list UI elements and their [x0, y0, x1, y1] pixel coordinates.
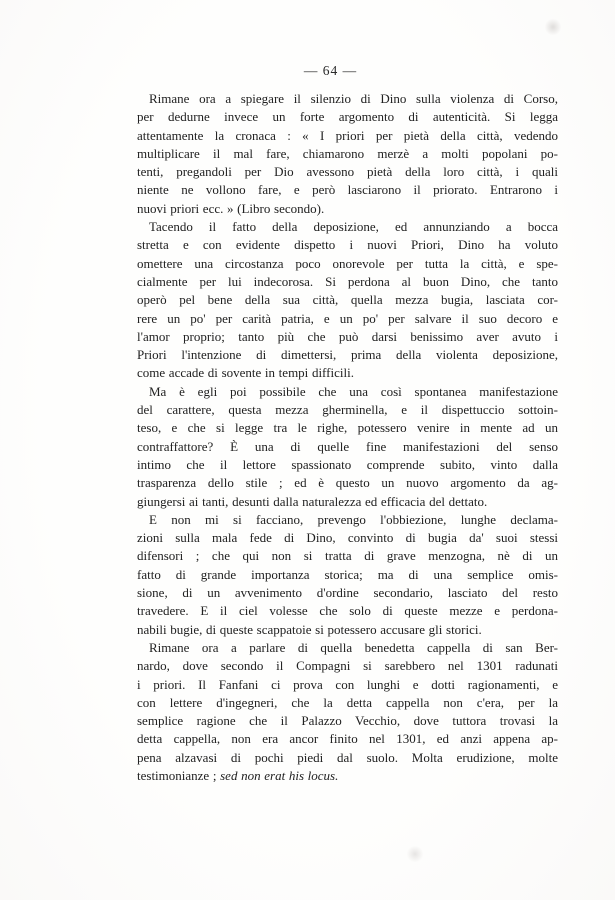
text-line: multiplicare il mal fare, chiamarono merzè a molti popolani po- [137, 145, 558, 161]
text-line: rere un po' per carità patria, e un po' per salvare il suo decoro e [137, 310, 558, 326]
text-line: teso, e che si legge tra le righe, potessero venire in mente ad un [137, 420, 558, 436]
paragraph [137, 511, 558, 639]
text-line: fatto di grande importanza storica; ma di una semplice omis- [137, 566, 558, 582]
text-line: nardo, dove secondo il Compagni si sarebbero nel 1301 radunati [137, 658, 558, 674]
text-line: operò pel bene della sua città, quella mezza bugia, lasciata cor- [137, 292, 558, 308]
text-line: stretta e con evidente dispetto i nuovi Priori, Dino ha voluto [137, 237, 558, 253]
text-line: come accade di sovente in tempi difficili. [137, 365, 354, 381]
paragraph [137, 383, 558, 511]
text-segment: testimonianze ; [137, 767, 221, 783]
text-line: tenti, pregandoli per Dio avessono pietà della loro città, i quali [137, 164, 558, 180]
scan-smudge-top [545, 18, 561, 36]
text-line: niente ne vollono fare, e però lasciarono il priorato. Entrarono i [137, 182, 558, 198]
text-line: cialmente per lui indecorosa. Si perdona al buon Dino, che tanto [137, 273, 558, 289]
text-line: Ma è egli poi possibile che una così spontanea manifestazione [149, 383, 558, 399]
page-body [137, 90, 558, 785]
text-line: i priori. Il Fanfani ci prova con lunghi e dotti ragionamenti, e [137, 676, 558, 692]
text-line: trasparenza dello stile ; ed è questo un nuovo argomento da ag- [137, 475, 558, 491]
text-line: semplice ragione che il Palazzo Vecchio, dove tuttora trovasi la [137, 713, 558, 729]
text-line [137, 767, 558, 785]
text-line: del carattere, questa mezza gherminella, e il dispettuccio sottoin- [137, 402, 558, 418]
text-line: intimo che il lettore spassionato comprende subito, vinto dalla [137, 456, 558, 472]
text-line: Tacendo il fatto della deposizione, ed annunziando a bocca [149, 219, 558, 235]
text-line: per dedurne invece un forte argomento di autenticità. Si legga [137, 109, 558, 125]
text-line: detta cappella, non era ancor finito nel 1301, ed anzi appena ap- [137, 731, 558, 747]
text-line: attentamente la cronaca : « I priori per pietà della città, vedendo [137, 127, 558, 143]
text-line: travedere. E il ciel volesse che solo di queste mezze e perdona- [137, 603, 558, 619]
paragraph [137, 90, 558, 218]
text-line: nuovi priori ecc. » (Libro secondo). [137, 200, 325, 216]
text-line: zioni sulla mala fede di Dino, convinto di bugia da' suoi stessi [137, 530, 558, 546]
text-line: difensori ; che qui non si tratta di grave menzogna, nè di un [137, 548, 558, 564]
text-line: Rimane ora a spiegare il silenzio di Dino sulla violenza di Corso, [149, 91, 558, 106]
text-line: E non mi si facciano, prevengo l'obbiezione, lunghe declama- [149, 511, 558, 527]
paragraph [137, 639, 558, 785]
text-line: contraffattore? È una di quelle fine manifestazioni del senso [137, 438, 558, 454]
text-line: omettere una circostanza poco onorevole per tutta la città, e spe- [137, 255, 558, 271]
text-line: Rimane ora a parlare di quella benedetta cappella di san Ber- [149, 639, 558, 655]
scan-smudge-bottom [406, 846, 424, 862]
page-number: — 64 — [303, 63, 358, 78]
text-line: Priori l'intenzione di dimettersi, prima della violenta deposizione, [137, 347, 558, 363]
text-line: pena alzavasi di pochi piedi dal suolo. Molta erudizione, molte [137, 749, 558, 765]
latin-italic-phrase: sed non erat his locus. [220, 767, 339, 783]
text-line: giungersi ai tanti, desunti dalla naturalezza ed efficacia del dettato. [137, 493, 488, 509]
text-line: l'amor proprio; tanto più che può darsi benissimo aver avuto i [137, 328, 558, 344]
text-line: nabili bugie, di queste scappatoie si potessero accusare gli storici. [137, 621, 482, 637]
text-line: sione, di un avvenimento d'ordine secondario, lasciato del resto [137, 585, 558, 601]
text-line: con lettere d'ingegneri, che la detta cappella non c'era, per la [137, 694, 558, 710]
paragraph [137, 218, 558, 383]
